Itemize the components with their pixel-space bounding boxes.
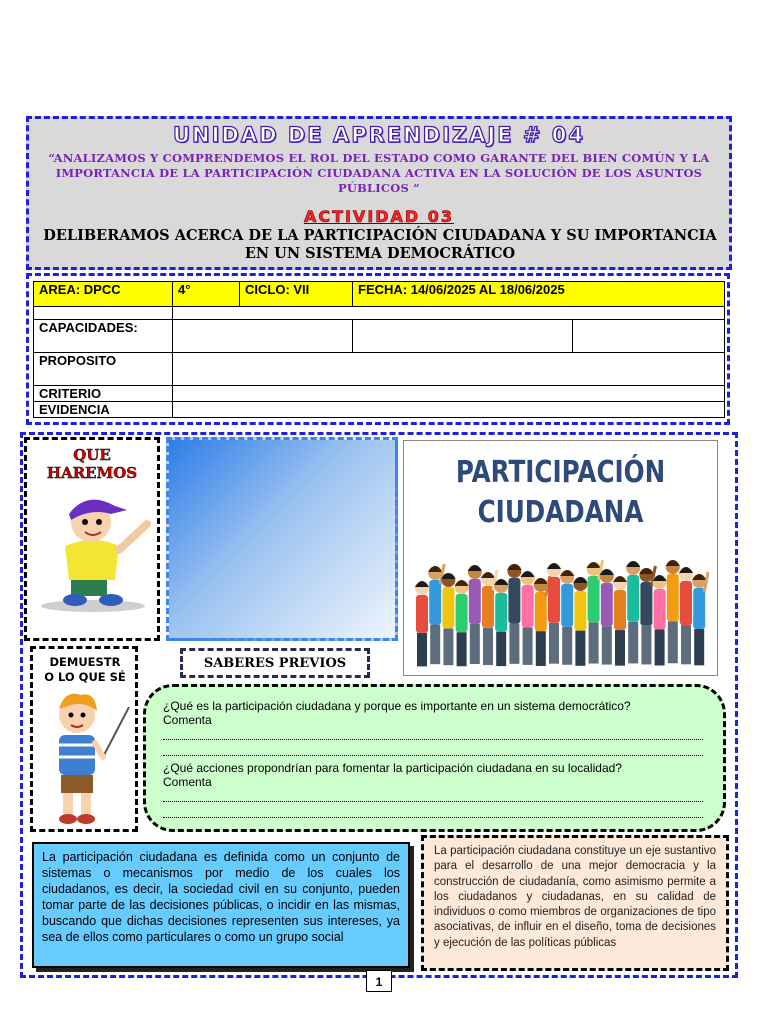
boy-with-pointer-illustration: [41, 687, 131, 827]
grade-cell: 4°: [173, 282, 240, 307]
crowd-person: [521, 571, 535, 577]
crowd-person: [508, 578, 520, 623]
gradient-panel: [166, 437, 398, 641]
crowd-person: [574, 591, 586, 631]
proposito-label: PROPOSITO: [34, 353, 173, 386]
crowd-person: [640, 582, 652, 626]
unit-subtitle: “ANALIZAMOS Y COMPRENDEMOS EL ROL DEL ESTADO COMO GARANTE DEL BIEN COMÚN Y LA IMPORTANCIA DE LA PARTICIPACIÓN CIUDADANA ACTIVA EN LA SOLUCIÓN DE LOS ASUNTOS PÚBLICOS “: [48, 151, 710, 195]
date-cell: FECHA: 14/06/2025 AL 18/06/2025: [353, 282, 725, 307]
crowd-person: [668, 621, 678, 663]
crowd-person: [587, 562, 601, 568]
crowd-person: [626, 561, 640, 567]
crowd-person: [560, 570, 574, 576]
crowd-person: [457, 632, 467, 666]
question-1: ¿Qué es la participación ciudadana y porque es importante en un sistema democrático?: [163, 699, 631, 713]
crowd-person: [693, 588, 705, 629]
crowd-person: [561, 584, 573, 627]
boy-pointing-illustration: [35, 490, 151, 614]
image-title: PARTICIPACIÓN CIUDADANA: [455, 455, 666, 530]
crowd-person: [694, 629, 704, 665]
crowd-person: [523, 627, 533, 665]
unit-title: UNIDAD DE APRENDIZAJE # 04: [172, 123, 585, 147]
que-haremos-box: [24, 437, 160, 641]
activity-title: DELIBERAMOS ACERCA DE LA PARTICIPACIÓN CIUDADANA Y SU IMPORTANCIA EN UN SISTEMA DEMOCRÁTICO: [43, 227, 717, 262]
saberes-previos-label: SABERES PREVIOS: [203, 656, 347, 671]
evidencia-label: EVIDENCIA: [34, 402, 173, 418]
crowd-person: [681, 625, 691, 664]
evidencia-cell: [173, 402, 725, 418]
crowd-person: [522, 585, 534, 627]
answer-line[interactable]: [163, 807, 703, 818]
crowd-person: [615, 630, 625, 666]
activity-number: ACTIVIDAD 03: [303, 207, 455, 226]
answer-line[interactable]: [163, 729, 703, 740]
crowd-person: [602, 626, 612, 664]
questions-box: [143, 684, 726, 832]
answer-line[interactable]: [163, 745, 703, 756]
crowd-person: [562, 627, 572, 665]
crowd-person: [430, 625, 440, 665]
proposito-cell: [173, 353, 725, 386]
cycle-cell: CICLO: VII: [240, 282, 353, 307]
crowd-person: [680, 581, 692, 625]
crowd-person: [428, 566, 442, 572]
crowd-person: [443, 628, 453, 665]
question-2: ¿Qué acciones propondrían para fomentar la participación ciudadana en su localidad?: [163, 761, 622, 775]
crowd-illustration: [414, 543, 709, 669]
que-haremos-label: QUE HAREMOS: [46, 446, 138, 482]
capacidades-label: CAPACIDADES:: [34, 320, 173, 353]
crowd-person: [628, 622, 638, 664]
saberes-previos-box: [180, 648, 370, 678]
crowd-person: [549, 623, 559, 664]
demuestro-box: [30, 646, 138, 832]
crowd-person: [641, 626, 651, 665]
crowd-person: [470, 624, 480, 664]
crowd-person: [469, 579, 481, 624]
area-cell: AREA: DPCC: [34, 282, 173, 307]
capacidades-cell-3: [573, 320, 725, 353]
crowd-person: [483, 628, 493, 665]
crowd-person: [548, 577, 560, 623]
crowd-person: [496, 632, 506, 666]
crowd-person: [655, 630, 665, 666]
crowd-person: [535, 592, 547, 631]
crowd-person: [667, 574, 679, 621]
info-table-frame: [26, 273, 730, 425]
crowd-person: [456, 594, 468, 632]
capacidades-cell-2: [353, 320, 573, 353]
crowd-person: [573, 577, 587, 583]
crowd-person: [416, 595, 428, 633]
crowd-person: [666, 560, 680, 566]
crowd-person: [654, 589, 666, 630]
definition-right: La participación ciudadana constituye un eje sustantivo para el desarrollo de una mejor democracia y la construcción de ciudadanía, como asimismo permite a los ciudadanos y ciudadanas, en su calidad de individuos o como miembros de organizaciones de tipo asociativas, de influir en el diseño, toma de decisiones y ejecución de las políticas públicas: [421, 835, 729, 971]
crowd-person: [429, 580, 441, 625]
crowd-person: [639, 568, 653, 574]
criterio-label: CRITERIO: [34, 386, 173, 402]
crowd-person: [507, 564, 521, 570]
crowd-person: [601, 583, 613, 626]
crowd-person: [613, 576, 627, 582]
question-1-prompt: Comenta: [163, 713, 212, 727]
participacion-ciudadana-image: [403, 440, 718, 676]
crowd-person: [627, 575, 639, 622]
crowd-person: [509, 623, 519, 663]
crowd-person: [415, 581, 429, 587]
question-2-prompt: Comenta: [163, 775, 212, 789]
definition-left: La participación ciudadana es definida como un conjunto de sistemas o mecanismos por medio de los cuales los ciudadanos, es decir, la sociedad civil en su conjunto, pueden tomar parte de las decisiones públicas, o incidir en las mismas, buscando que dichas decisiones representen sus intereses, ya sea de ellos como particulares o como un grupo social: [32, 842, 410, 968]
crowd-person: [575, 631, 585, 666]
page-number: 1: [366, 970, 392, 992]
crowd-person: [614, 590, 626, 630]
crowd-person: [588, 576, 600, 622]
info-table: [33, 281, 725, 418]
crowd-person: [455, 580, 469, 586]
unit-header: [26, 116, 732, 270]
crowd-person: [589, 622, 599, 663]
crowd-person: [547, 563, 561, 569]
answer-line[interactable]: [163, 791, 703, 802]
capacidades-cell-1: [173, 320, 353, 353]
crowd-person: [679, 567, 693, 573]
crowd-person: [534, 578, 548, 584]
crowd-person: [442, 587, 454, 628]
demuestro-label: DEMUESTR O LO QUE SÉ: [44, 655, 126, 684]
criterio-cell: [173, 386, 725, 402]
crowd-person: [704, 572, 708, 592]
crowd-person: [468, 565, 482, 571]
crowd-person: [536, 631, 546, 666]
crowd-person: [692, 574, 706, 580]
crowd-person: [482, 586, 494, 628]
crowd-person: [481, 572, 495, 578]
crowd-person: [417, 633, 427, 667]
crowd-person: [495, 593, 507, 632]
